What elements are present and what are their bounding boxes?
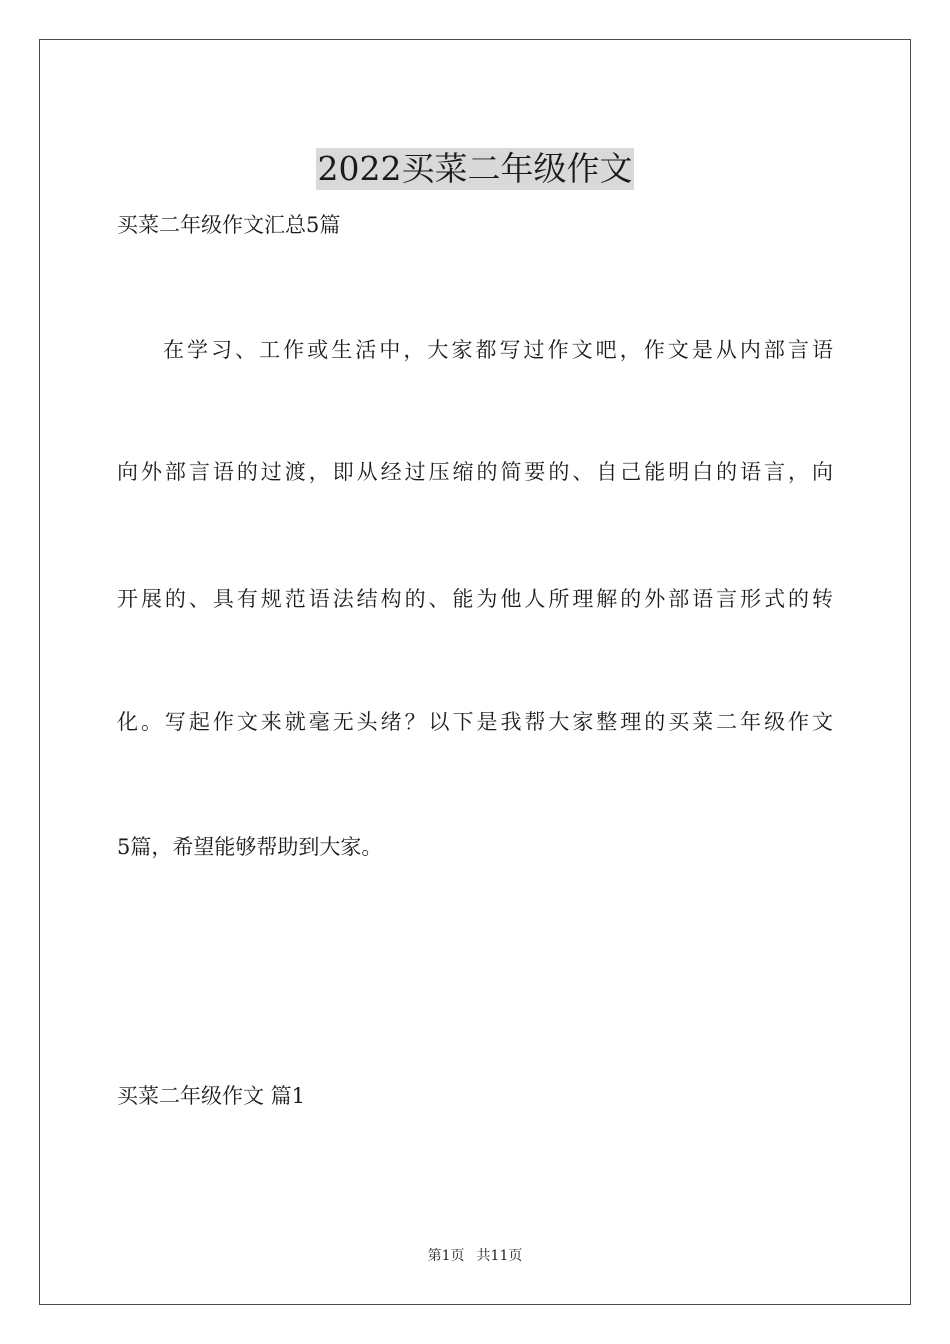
page-footer: [0, 1247, 950, 1265]
section-heading: 买菜二年级作文 篇1: [117, 1084, 306, 1108]
intro-paragraph-line-3: 开展的、具有规范语法结构的、能为他人所理解的外部语言形式的转: [117, 587, 833, 611]
intro-paragraph-line-2: 向外部言语的过渡，即从经过压缩的简要的、自己能明白的语言，向: [117, 460, 833, 484]
title-container: [0, 126, 950, 212]
intro-paragraph-line-5: 5篇，希望能够帮助到大家。: [117, 835, 383, 859]
intro-paragraph-line-1: 在学习、工作或生活中，大家都写过作文吧，作文是从内部言语: [163, 338, 833, 362]
page-number-total: 共11页: [476, 1248, 523, 1264]
intro-paragraph-line-4: 化。写起作文来就毫无头绪？以下是我帮大家整理的买菜二年级作文: [117, 710, 833, 734]
document-title: 2022买菜二年级作文: [317, 149, 633, 189]
document-subtitle: 买菜二年级作文汇总5篇: [117, 213, 341, 237]
page-number-current: 第1页: [427, 1248, 465, 1264]
